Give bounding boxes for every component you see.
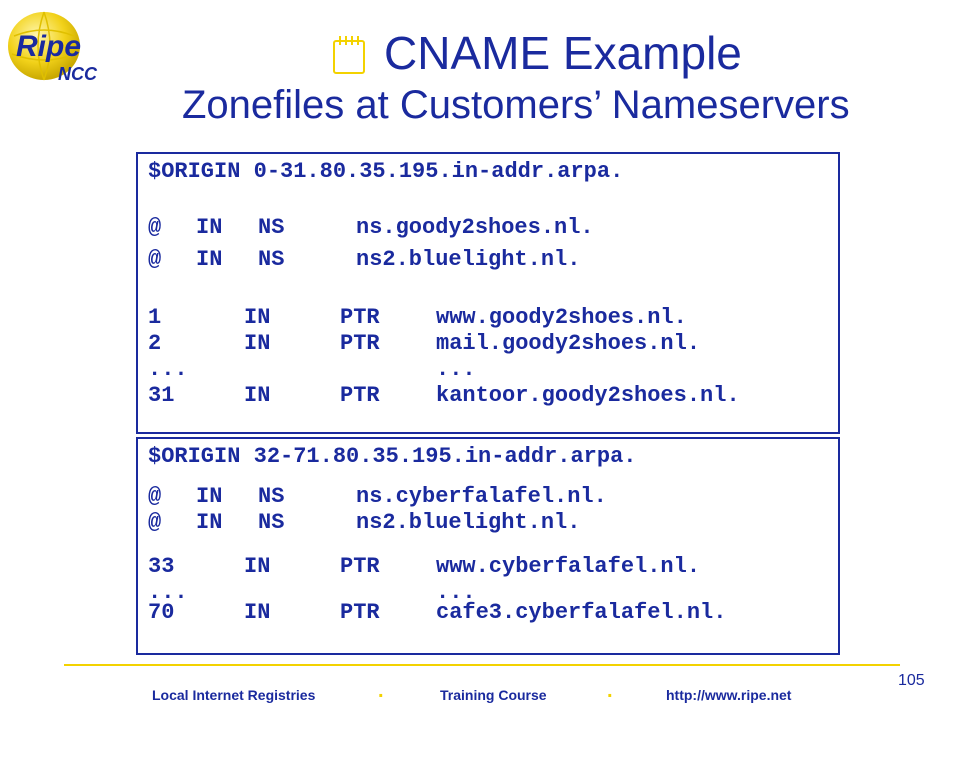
record-class: IN	[244, 305, 271, 330]
origin-text: $ORIGIN 32-71.80.35.195.in-addr.arpa.	[148, 444, 637, 469]
footer-url-link[interactable]: http://www.ripe.net	[666, 687, 792, 703]
ns-record	[148, 483, 607, 511]
ptr-record	[148, 553, 701, 581]
record-type: PTR	[340, 600, 380, 625]
record-owner: 31	[148, 383, 175, 408]
record-owner: ...	[148, 357, 188, 382]
record-owner: 1	[148, 305, 162, 330]
zonefile-box-1	[136, 152, 840, 434]
record-class: IN	[244, 600, 271, 625]
record-class: IN	[244, 331, 271, 356]
record-type: NS	[258, 484, 285, 509]
ptr-record	[148, 382, 740, 410]
record-value: ns2.bluelight.nl.	[356, 510, 581, 535]
footer-separator: .	[607, 680, 613, 702]
ripe-ncc-logo	[4, 6, 116, 90]
ns-record	[148, 509, 581, 537]
ellipsis-row	[148, 356, 476, 384]
record-class: IN	[196, 484, 223, 509]
record-value: ...	[436, 580, 476, 605]
record-value: ns.cyberfalafel.nl.	[356, 484, 607, 509]
record-class: IN	[196, 510, 223, 535]
record-type: NS	[258, 247, 285, 272]
record-type: NS	[258, 510, 285, 535]
footer-divider	[64, 664, 900, 666]
logo-text-sub: NCC	[58, 64, 97, 84]
record-owner: @	[148, 247, 162, 272]
record-value: ...	[436, 357, 476, 382]
record-owner: @	[148, 510, 162, 535]
record-class: IN	[196, 247, 223, 272]
record-value: ns.goody2shoes.nl.	[356, 215, 594, 240]
record-value: ns2.bluelight.nl.	[356, 247, 581, 272]
record-type: PTR	[340, 554, 380, 579]
record-type: PTR	[340, 383, 380, 408]
record-value: cafe3.cyberfalafel.nl.	[436, 600, 727, 625]
record-class: IN	[244, 383, 271, 408]
record-class: IN	[244, 554, 271, 579]
ptr-record	[148, 330, 701, 358]
record-type: NS	[258, 215, 285, 240]
record-value: kantoor.goody2shoes.nl.	[436, 383, 740, 408]
record-type: PTR	[340, 331, 380, 356]
origin-text: $ORIGIN 0-31.80.35.195.in-addr.arpa.	[148, 159, 624, 184]
record-owner: 2	[148, 331, 162, 356]
ns-record	[148, 214, 594, 242]
page-subtitle: Zonefiles at Customers’ Nameservers	[182, 83, 850, 127]
record-owner: @	[148, 215, 162, 240]
ns-record	[148, 246, 581, 274]
page-number: 105	[898, 672, 925, 689]
record-class: IN	[196, 215, 223, 240]
record-owner: ...	[148, 580, 188, 605]
record-owner: 33	[148, 554, 175, 579]
ptr-record	[148, 304, 687, 332]
ptr-record	[148, 599, 727, 627]
footer-left-text: Local Internet Registries	[152, 687, 316, 703]
record-owner: @	[148, 484, 162, 509]
record-type: PTR	[340, 305, 380, 330]
footer-middle-text: Training Course	[440, 687, 547, 703]
origin-line	[148, 443, 637, 471]
record-value: www.cyberfalafel.nl.	[436, 554, 701, 579]
record-value: mail.goody2shoes.nl.	[436, 331, 701, 356]
footer-separator: .	[378, 680, 384, 702]
logo-text-main: Ripe	[16, 30, 82, 63]
record-owner: 70	[148, 600, 175, 625]
origin-line	[148, 158, 624, 186]
page-title: CNAME Example	[384, 27, 742, 79]
notebook-icon	[330, 33, 368, 75]
zonefile-box-2	[136, 437, 840, 655]
record-value: www.goody2shoes.nl.	[436, 305, 687, 330]
